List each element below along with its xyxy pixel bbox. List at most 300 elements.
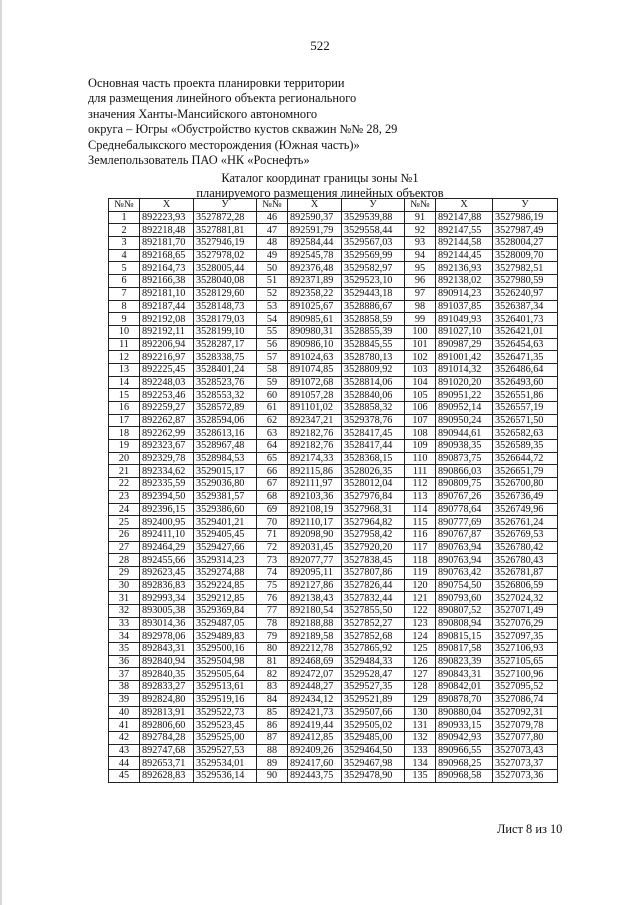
cell-x-coordinate: 892138,43	[288, 592, 342, 605]
cell-y-coordinate: 3527076,29	[493, 617, 558, 630]
cell-x-coordinate: 890944,61	[436, 427, 493, 440]
cell-x-coordinate: 892623,45	[140, 566, 194, 579]
table-row	[109, 528, 558, 541]
cell-point-number: 88	[257, 744, 288, 757]
cell-x-coordinate: 892836,83	[140, 579, 194, 592]
cell-y-coordinate: 3529378,76	[342, 414, 405, 427]
cell-x-coordinate: 892584,44	[288, 237, 342, 250]
cell-point-number: 56	[257, 338, 288, 351]
cell-y-coordinate: 3529505,64	[194, 668, 257, 681]
cell-point-number: 11	[109, 338, 140, 351]
cell-point-number: 121	[405, 592, 436, 605]
cell-point-number: 124	[405, 630, 436, 643]
cell-x-coordinate: 890942,93	[436, 731, 493, 744]
cell-x-coordinate: 892192,08	[140, 313, 194, 326]
cell-y-coordinate: 3526582,63	[493, 427, 558, 440]
header-line: Землепользователь ПАО «НК «Роснефть»	[88, 153, 310, 168]
cell-y-coordinate: 3529523,45	[194, 719, 257, 732]
header-line: значения Ханты-Мансийского автономного	[88, 106, 318, 121]
cell-x-coordinate: 890952,14	[436, 402, 493, 415]
cell-point-number: 98	[405, 300, 436, 313]
table-row	[109, 617, 558, 630]
cell-point-number: 120	[405, 579, 436, 592]
table-row	[109, 757, 558, 770]
catalog-title-line-2: планируемого размещения линейных объектов	[196, 185, 444, 200]
cell-x-coordinate: 892147,88	[436, 211, 493, 224]
cell-point-number: 22	[109, 478, 140, 491]
cell-point-number: 12	[109, 351, 140, 364]
cell-x-coordinate: 892144,45	[436, 249, 493, 262]
cell-x-coordinate: 892174,33	[288, 452, 342, 465]
cell-y-coordinate: 3527978,02	[194, 249, 257, 262]
cell-y-coordinate: 3526780,43	[493, 554, 558, 567]
header-cell-y: У	[194, 199, 257, 212]
cell-point-number: 51	[257, 275, 288, 288]
cell-x-coordinate: 891037,85	[436, 300, 493, 313]
cell-point-number: 87	[257, 731, 288, 744]
cell-y-coordinate: 3529401,21	[194, 516, 257, 529]
cell-point-number: 66	[257, 465, 288, 478]
cell-point-number: 55	[257, 325, 288, 338]
cell-y-coordinate: 3528129,60	[194, 287, 257, 300]
cell-x-coordinate: 890815,15	[436, 630, 493, 643]
cell-x-coordinate: 891057,28	[288, 389, 342, 402]
cell-point-number: 71	[257, 528, 288, 541]
cell-point-number: 48	[257, 237, 288, 250]
cell-point-number: 108	[405, 427, 436, 440]
cell-x-coordinate: 892166,38	[140, 275, 194, 288]
cell-x-coordinate: 892164,73	[140, 262, 194, 275]
table-row	[109, 287, 558, 300]
cell-y-coordinate: 3526806,59	[493, 579, 558, 592]
cell-point-number: 85	[257, 706, 288, 719]
cell-point-number: 39	[109, 693, 140, 706]
cell-x-coordinate: 892262,99	[140, 427, 194, 440]
cell-point-number: 123	[405, 617, 436, 630]
cell-y-coordinate: 3528338,75	[194, 351, 257, 364]
cell-x-coordinate: 890950,24	[436, 414, 493, 427]
cell-point-number: 61	[257, 402, 288, 415]
cell-y-coordinate: 3529527,53	[194, 744, 257, 757]
document-header	[88, 76, 568, 168]
cell-x-coordinate: 892843,31	[140, 643, 194, 656]
cell-x-coordinate: 892448,27	[288, 681, 342, 694]
cell-point-number: 110	[405, 452, 436, 465]
cell-y-coordinate: 3526421,01	[493, 325, 558, 338]
cell-y-coordinate: 3526644,72	[493, 452, 558, 465]
cell-x-coordinate: 890933,15	[436, 719, 493, 732]
cell-y-coordinate: 3529504,98	[194, 655, 257, 668]
cell-point-number: 19	[109, 440, 140, 453]
table-row	[109, 554, 558, 567]
cell-y-coordinate: 3529467,98	[342, 757, 405, 770]
cell-point-number: 94	[405, 249, 436, 262]
cell-x-coordinate: 892358,22	[288, 287, 342, 300]
sheet-counter: Лист 8 из 10	[497, 822, 563, 836]
cell-x-coordinate: 892545,78	[288, 249, 342, 262]
cell-x-coordinate: 892180,54	[288, 605, 342, 618]
cell-y-coordinate: 3526700,80	[493, 478, 558, 491]
cell-y-coordinate: 3527086,74	[493, 693, 558, 706]
cell-x-coordinate: 892323,67	[140, 440, 194, 453]
cell-point-number: 89	[257, 757, 288, 770]
table-row	[109, 579, 558, 592]
cell-y-coordinate: 3529528,47	[342, 668, 405, 681]
cell-point-number: 79	[257, 630, 288, 643]
table-row	[109, 389, 558, 402]
cell-x-coordinate: 892806,60	[140, 719, 194, 732]
cell-y-coordinate: 3528780,13	[342, 351, 405, 364]
cell-point-number: 130	[405, 706, 436, 719]
cell-x-coordinate: 892181,10	[140, 287, 194, 300]
cell-x-coordinate: 891072,68	[288, 376, 342, 389]
cell-point-number: 27	[109, 541, 140, 554]
cell-point-number: 1	[109, 211, 140, 224]
cell-y-coordinate: 3527100,96	[493, 668, 558, 681]
cell-y-coordinate: 3528886,67	[342, 300, 405, 313]
cell-y-coordinate: 3529405,45	[194, 528, 257, 541]
cell-y-coordinate: 3527968,31	[342, 503, 405, 516]
cell-point-number: 78	[257, 617, 288, 630]
cell-x-coordinate: 892253,46	[140, 389, 194, 402]
catalog-title	[90, 171, 550, 200]
cell-x-coordinate: 892111,97	[288, 478, 342, 491]
cell-point-number: 104	[405, 376, 436, 389]
cell-y-coordinate: 3528040,08	[194, 275, 257, 288]
cell-x-coordinate: 892212,78	[288, 643, 342, 656]
cell-point-number: 112	[405, 478, 436, 491]
header-cell-x: X	[288, 199, 342, 212]
header-line: округа – Югры «Обустройство кустов скважин №№ 28, 29	[88, 122, 398, 137]
cell-y-coordinate: 3528287,17	[194, 338, 257, 351]
cell-point-number: 68	[257, 490, 288, 503]
table-row	[109, 719, 558, 732]
table-row	[109, 224, 558, 237]
cell-x-coordinate: 890807,52	[436, 605, 493, 618]
cell-y-coordinate: 3528523,76	[194, 376, 257, 389]
table-row	[109, 414, 558, 427]
cell-point-number: 15	[109, 389, 140, 402]
cell-x-coordinate: 892840,35	[140, 668, 194, 681]
cell-y-coordinate: 3527071,49	[493, 605, 558, 618]
cell-y-coordinate: 3529567,03	[342, 237, 405, 250]
cell-x-coordinate: 892472,07	[288, 668, 342, 681]
cell-x-coordinate: 892181,70	[140, 237, 194, 250]
cell-point-number: 67	[257, 478, 288, 491]
cell-point-number: 4	[109, 249, 140, 262]
cell-y-coordinate: 3526589,35	[493, 440, 558, 453]
table-row	[109, 275, 558, 288]
cell-x-coordinate: 892262,87	[140, 414, 194, 427]
cell-x-coordinate: 891027,10	[436, 325, 493, 338]
cell-point-number: 37	[109, 668, 140, 681]
cell-x-coordinate: 891020,20	[436, 376, 493, 389]
header-cell-y: У	[493, 199, 558, 212]
cell-y-coordinate: 3529314,23	[194, 554, 257, 567]
cell-y-coordinate: 3527987,49	[493, 224, 558, 237]
cell-point-number: 74	[257, 566, 288, 579]
cell-point-number: 38	[109, 681, 140, 694]
table-row	[109, 338, 558, 351]
cell-y-coordinate: 3529558,44	[342, 224, 405, 237]
cell-point-number: 28	[109, 554, 140, 567]
cell-y-coordinate: 3528858,59	[342, 313, 405, 326]
cell-x-coordinate: 892168,65	[140, 249, 194, 262]
cell-y-coordinate: 3528553,32	[194, 389, 257, 402]
cell-point-number: 115	[405, 516, 436, 529]
cell-x-coordinate: 892216,97	[140, 351, 194, 364]
table-row	[109, 351, 558, 364]
table-row	[109, 643, 558, 656]
table-row	[109, 769, 558, 782]
cell-x-coordinate: 891001,42	[436, 351, 493, 364]
cell-point-number: 132	[405, 731, 436, 744]
cell-x-coordinate: 890778,64	[436, 503, 493, 516]
cell-x-coordinate: 892371,89	[288, 275, 342, 288]
cell-point-number: 81	[257, 655, 288, 668]
cell-y-coordinate: 3529386,60	[194, 503, 257, 516]
cell-y-coordinate: 3526493,60	[493, 376, 558, 389]
cell-x-coordinate: 892993,34	[140, 592, 194, 605]
cell-y-coordinate: 3528148,73	[194, 300, 257, 313]
cell-point-number: 93	[405, 237, 436, 250]
table-row	[109, 681, 558, 694]
cell-y-coordinate: 3526240,97	[493, 287, 558, 300]
cell-x-coordinate: 892223,93	[140, 211, 194, 224]
table-row	[109, 478, 558, 491]
cell-y-coordinate: 3529507,66	[342, 706, 405, 719]
cell-x-coordinate: 890754,50	[436, 579, 493, 592]
cell-point-number: 5	[109, 262, 140, 275]
table-row	[109, 744, 558, 757]
cell-point-number: 58	[257, 363, 288, 376]
cell-x-coordinate: 892443,75	[288, 769, 342, 782]
cell-x-coordinate: 890808,94	[436, 617, 493, 630]
cell-y-coordinate: 3527079,78	[493, 719, 558, 732]
cell-point-number: 128	[405, 681, 436, 694]
cell-x-coordinate: 892136,93	[436, 262, 493, 275]
cell-point-number: 33	[109, 617, 140, 630]
cell-point-number: 34	[109, 630, 140, 643]
cell-point-number: 65	[257, 452, 288, 465]
cell-point-number: 106	[405, 402, 436, 415]
cell-y-coordinate: 3528613,16	[194, 427, 257, 440]
cell-point-number: 101	[405, 338, 436, 351]
cell-x-coordinate: 892434,12	[288, 693, 342, 706]
cell-y-coordinate: 3527807,86	[342, 566, 405, 579]
cell-x-coordinate: 890987,29	[436, 338, 493, 351]
cell-point-number: 76	[257, 592, 288, 605]
cell-y-coordinate: 3528009,70	[493, 249, 558, 262]
cell-point-number: 59	[257, 376, 288, 389]
cell-x-coordinate: 890763,94	[436, 554, 493, 567]
cell-y-coordinate: 3529381,57	[194, 490, 257, 503]
cell-point-number: 113	[405, 490, 436, 503]
cell-y-coordinate: 3527106,93	[493, 643, 558, 656]
table-row	[109, 313, 558, 326]
cell-point-number: 49	[257, 249, 288, 262]
cell-x-coordinate: 892978,06	[140, 630, 194, 643]
cell-point-number: 16	[109, 402, 140, 415]
cell-y-coordinate: 3527097,35	[493, 630, 558, 643]
cell-x-coordinate: 890880,04	[436, 706, 493, 719]
table-row	[109, 655, 558, 668]
cell-y-coordinate: 3528417,44	[342, 440, 405, 453]
cell-x-coordinate: 892412,85	[288, 731, 342, 744]
table-row	[109, 516, 558, 529]
cell-x-coordinate: 890968,25	[436, 757, 493, 770]
cell-point-number: 86	[257, 719, 288, 732]
cell-point-number: 127	[405, 668, 436, 681]
cell-point-number: 114	[405, 503, 436, 516]
cell-y-coordinate: 3529525,00	[194, 731, 257, 744]
cell-x-coordinate: 892259,27	[140, 402, 194, 415]
cell-point-number: 92	[405, 224, 436, 237]
cell-point-number: 60	[257, 389, 288, 402]
cell-point-number: 126	[405, 655, 436, 668]
cell-x-coordinate: 892187,44	[140, 300, 194, 313]
cell-x-coordinate: 892127,86	[288, 579, 342, 592]
cell-x-coordinate: 892653,71	[140, 757, 194, 770]
cell-y-coordinate: 3527077,80	[493, 731, 558, 744]
page-edge-shadow	[0, 0, 2, 905]
table-row	[109, 706, 558, 719]
cell-point-number: 62	[257, 414, 288, 427]
cell-point-number: 109	[405, 440, 436, 453]
table-row	[109, 452, 558, 465]
cell-x-coordinate: 890843,31	[436, 668, 493, 681]
cell-point-number: 103	[405, 363, 436, 376]
cell-x-coordinate: 890767,26	[436, 490, 493, 503]
cell-x-coordinate: 890777,69	[436, 516, 493, 529]
cell-y-coordinate: 3528572,89	[194, 402, 257, 415]
cell-x-coordinate: 890866,03	[436, 465, 493, 478]
cell-y-coordinate: 3529212,85	[194, 592, 257, 605]
cell-x-coordinate: 892747,68	[140, 744, 194, 757]
cell-point-number: 73	[257, 554, 288, 567]
cell-y-coordinate: 3529505,02	[342, 719, 405, 732]
cell-x-coordinate: 892468,69	[288, 655, 342, 668]
cell-point-number: 96	[405, 275, 436, 288]
cell-y-coordinate: 3526557,19	[493, 402, 558, 415]
header-line: Основная часть проекта планировки территории	[88, 76, 345, 90]
cell-x-coordinate: 890914,23	[436, 287, 493, 300]
cell-x-coordinate: 891049,93	[436, 313, 493, 326]
cell-x-coordinate: 892411,10	[140, 528, 194, 541]
cell-x-coordinate: 893014,36	[140, 617, 194, 630]
cell-y-coordinate: 3529534,01	[194, 757, 257, 770]
cell-y-coordinate: 3528026,35	[342, 465, 405, 478]
cell-y-coordinate: 3527832,44	[342, 592, 405, 605]
cell-x-coordinate: 892376,48	[288, 262, 342, 275]
cell-point-number: 6	[109, 275, 140, 288]
cell-x-coordinate: 891101,02	[288, 402, 342, 415]
cell-y-coordinate: 3529519,16	[194, 693, 257, 706]
cell-point-number: 17	[109, 414, 140, 427]
cell-point-number: 77	[257, 605, 288, 618]
cell-x-coordinate: 892784,28	[140, 731, 194, 744]
cell-point-number: 95	[405, 262, 436, 275]
cell-point-number: 9	[109, 313, 140, 326]
table-row	[109, 490, 558, 503]
cell-point-number: 40	[109, 706, 140, 719]
cell-point-number: 25	[109, 516, 140, 529]
cell-point-number: 26	[109, 528, 140, 541]
cell-y-coordinate: 3528368,15	[342, 452, 405, 465]
header-line: Среднебалыкского месторождения (Южная часть)»	[88, 137, 360, 152]
cell-point-number: 102	[405, 351, 436, 364]
header-cell-y: У	[342, 199, 405, 212]
cell-y-coordinate: 3527881,81	[194, 224, 257, 237]
cell-y-coordinate: 3529521,89	[342, 693, 405, 706]
cell-point-number: 42	[109, 731, 140, 744]
cell-x-coordinate: 892334,62	[140, 465, 194, 478]
cell-x-coordinate: 892590,37	[288, 211, 342, 224]
cell-x-coordinate: 892329,78	[140, 452, 194, 465]
cell-y-coordinate: 3527073,37	[493, 757, 558, 770]
cell-x-coordinate: 890966,55	[436, 744, 493, 757]
cell-y-coordinate: 3529582,97	[342, 262, 405, 275]
cell-point-number: 82	[257, 668, 288, 681]
cell-x-coordinate: 892103,36	[288, 490, 342, 503]
cell-x-coordinate: 892031,45	[288, 541, 342, 554]
cell-point-number: 23	[109, 490, 140, 503]
cell-point-number: 133	[405, 744, 436, 757]
cell-point-number: 8	[109, 300, 140, 313]
table-row	[109, 668, 558, 681]
cell-x-coordinate: 890873,75	[436, 452, 493, 465]
cell-point-number: 99	[405, 313, 436, 326]
cell-y-coordinate: 3529522,73	[194, 706, 257, 719]
cell-point-number: 13	[109, 363, 140, 376]
table-row	[109, 592, 558, 605]
cell-y-coordinate: 3528984,53	[194, 452, 257, 465]
table-row	[109, 440, 558, 453]
cell-y-coordinate: 3529487,05	[194, 617, 257, 630]
table-row	[109, 237, 558, 250]
cell-point-number: 7	[109, 287, 140, 300]
cell-point-number: 52	[257, 287, 288, 300]
cell-x-coordinate: 892396,15	[140, 503, 194, 516]
cell-point-number: 97	[405, 287, 436, 300]
cell-point-number: 69	[257, 503, 288, 516]
cell-point-number: 107	[405, 414, 436, 427]
cell-point-number: 70	[257, 516, 288, 529]
cell-x-coordinate: 890938,35	[436, 440, 493, 453]
cell-x-coordinate: 890968,58	[436, 769, 493, 782]
cell-y-coordinate: 3529274,88	[194, 566, 257, 579]
cell-point-number: 131	[405, 719, 436, 732]
cell-x-coordinate: 890793,60	[436, 592, 493, 605]
cell-x-coordinate: 892108,19	[288, 503, 342, 516]
cell-y-coordinate: 3526749,96	[493, 503, 558, 516]
cell-point-number: 31	[109, 592, 140, 605]
cell-y-coordinate: 3529500,16	[194, 643, 257, 656]
cell-x-coordinate: 890823,39	[436, 655, 493, 668]
table-row	[109, 300, 558, 313]
cell-y-coordinate: 3526651,79	[493, 465, 558, 478]
cell-x-coordinate: 892400,95	[140, 516, 194, 529]
cell-y-coordinate: 3528179,03	[194, 313, 257, 326]
cell-y-coordinate: 3529224,85	[194, 579, 257, 592]
cell-y-coordinate: 3528855,39	[342, 325, 405, 338]
cell-point-number: 24	[109, 503, 140, 516]
cell-point-number: 3	[109, 237, 140, 250]
cell-x-coordinate: 892335,59	[140, 478, 194, 491]
cell-x-coordinate: 892188,88	[288, 617, 342, 630]
coordinates-table	[108, 198, 558, 783]
cell-x-coordinate: 892628,83	[140, 769, 194, 782]
